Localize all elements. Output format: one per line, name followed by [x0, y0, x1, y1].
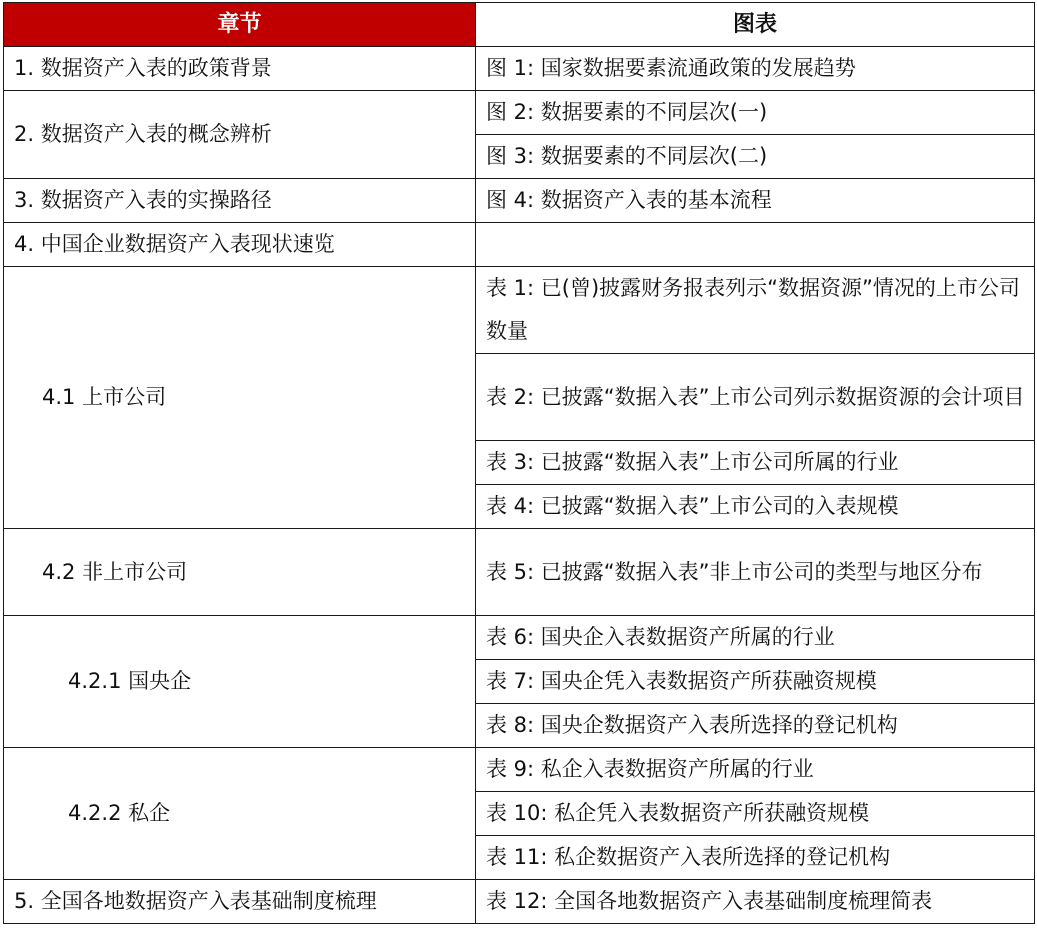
figure-cell: 表 11: 私企数据资产入表所选择的登记机构 [476, 836, 1035, 880]
figure-cell: 表 7: 国央企凭入表数据资产所获融资规模 [476, 660, 1035, 704]
figure-cell: 图 4: 数据资产入表的基本流程 [476, 179, 1035, 223]
table-row [4, 47, 1035, 91]
chapter-cell: 3. 数据资产入表的实操路径 [4, 179, 476, 223]
chapter-cell: 4.1 上市公司 [4, 267, 476, 529]
figure-cell: 表 12: 全国各地数据资产入表基础制度梳理简表 [476, 880, 1035, 924]
figure-cell [476, 223, 1035, 267]
figure-cell: 表 10: 私企凭入表数据资产所获融资规模 [476, 792, 1035, 836]
figure-cell: 表 4: 已披露“数据入表”上市公司的入表规模 [476, 485, 1035, 529]
chapter-cell: 2. 数据资产入表的概念辨析 [4, 91, 476, 179]
chapter-cell: 4.2.2 私企 [4, 748, 476, 880]
table-row [4, 880, 1035, 924]
contents-table [3, 2, 1035, 924]
figure-cell: 表 1: 已(曾)披露财务报表列示“数据资源”情况的上市公司数量 [476, 267, 1035, 354]
figure-cell: 表 5: 已披露“数据入表”非上市公司的类型与地区分布 [476, 529, 1035, 616]
table-row [4, 179, 1035, 223]
chapter-cell: 4.2 非上市公司 [4, 529, 476, 616]
figure-cell: 图 3: 数据要素的不同层次(二) [476, 135, 1035, 179]
figure-cell: 图 1: 国家数据要素流通政策的发展趋势 [476, 47, 1035, 91]
table-row [4, 616, 1035, 660]
figure-cell: 图 2: 数据要素的不同层次(一) [476, 91, 1035, 135]
header-chapter: 章节 [4, 3, 476, 47]
chapter-cell: 1. 数据资产入表的政策背景 [4, 47, 476, 91]
header-row [4, 3, 1035, 47]
table-row [4, 91, 1035, 135]
figure-cell: 表 8: 国央企数据资产入表所选择的登记机构 [476, 704, 1035, 748]
figure-cell: 表 6: 国央企入表数据资产所属的行业 [476, 616, 1035, 660]
table-row [4, 267, 1035, 354]
figure-cell: 表 9: 私企入表数据资产所属的行业 [476, 748, 1035, 792]
figure-cell: 表 2: 已披露“数据入表”上市公司列示数据资源的会计项目 [476, 354, 1035, 441]
chapter-cell: 5. 全国各地数据资产入表基础制度梳理 [4, 880, 476, 924]
table-row [4, 529, 1035, 616]
table-row [4, 748, 1035, 792]
figure-cell: 表 3: 已披露“数据入表”上市公司所属的行业 [476, 441, 1035, 485]
chapter-cell: 4. 中国企业数据资产入表现状速览 [4, 223, 476, 267]
chapter-cell: 4.2.1 国央企 [4, 616, 476, 748]
table-row [4, 223, 1035, 267]
header-figures: 图表 [476, 3, 1035, 47]
